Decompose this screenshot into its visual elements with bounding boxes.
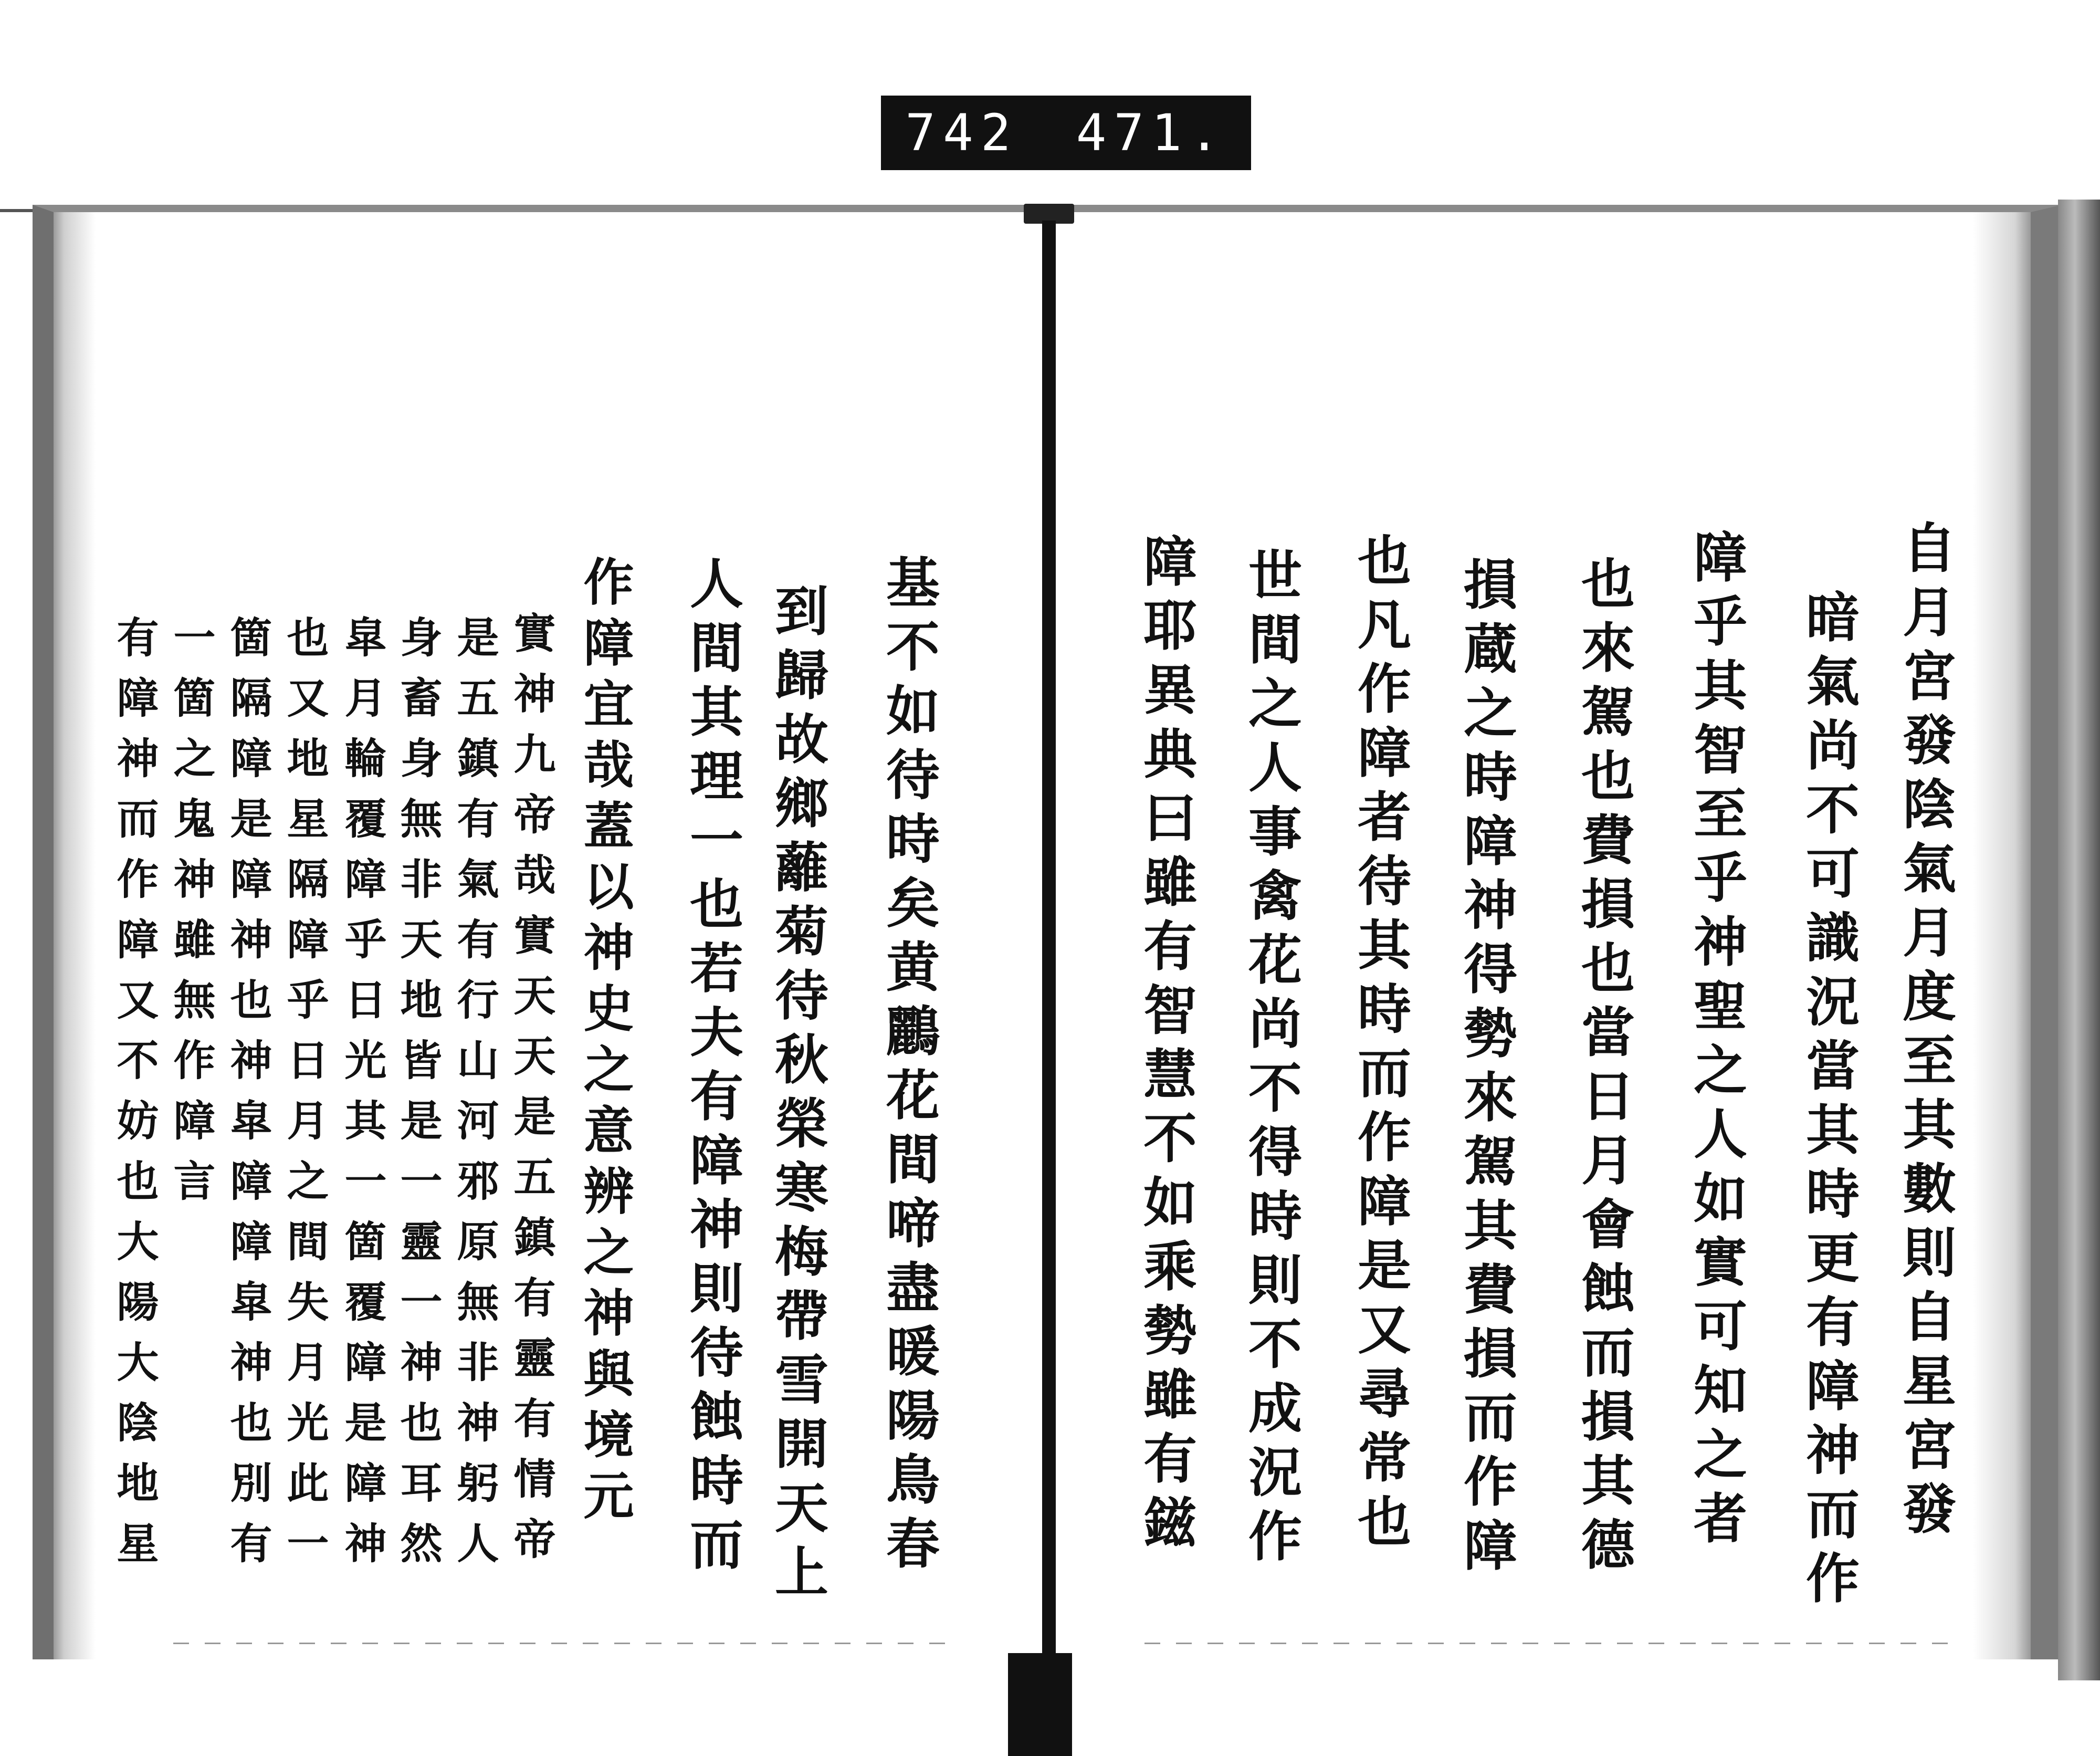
text-column: 人間其理一也若夫有障神則待蝕時而: [681, 556, 744, 1581]
text-column: 有障神而作障又不妨也大陽大陰地星: [110, 615, 159, 1582]
text-column: 是五鎮有氣有行山河邪原無非神躬人: [450, 615, 499, 1582]
bottom-rule: [173, 1643, 961, 1644]
text-column: 作障宜哉蓋以神史之意辨之神與境元: [575, 556, 635, 1530]
text-column: 實神九帝哉實天天是五鎮有靈有情帝: [507, 611, 556, 1577]
text-column: 損蔵之時障神得勢來駕其費損而作障: [1455, 557, 1518, 1582]
text-column: 自月宮發陰氣月度至其數則自星宮發: [1894, 520, 1957, 1545]
text-column: 障耶異典曰雖有智慧不如乘勢雖有鎡: [1135, 534, 1198, 1559]
text-column: 世間之人事禽花尚不得時則不成況作: [1240, 547, 1303, 1572]
bottom-rule: [1144, 1643, 1964, 1644]
book-gutter: [1042, 221, 1056, 1670]
page-edge-line: [0, 209, 34, 212]
text-column: 也來駕也費損也當日月會蝕而損其德: [1572, 556, 1635, 1581]
text-column: 箇隔障是障神也神皐障障皐神也別有: [223, 615, 272, 1582]
text-column: 一箇之鬼神雖無作障言: [166, 615, 216, 1219]
right-page-edge: [2058, 200, 2100, 1680]
gutter-foot-marker: [1008, 1653, 1072, 1756]
text-column: 障乎其智至乎神聖之人如實可知之者: [1685, 529, 1748, 1554]
reel-number: 742: [905, 103, 1018, 162]
text-column: 到歸故鄉蘺菊待秋榮寒梅帶雪開天上: [766, 583, 829, 1608]
film-reference-label: [881, 96, 1251, 170]
text-column: 基不如待時矣黄鸝花間啼盡暖陽鳥春: [877, 555, 940, 1580]
text-column: 皐月輪覆障乎日光其一箇覆障是障神: [338, 615, 387, 1582]
frame-number: 471.: [1076, 103, 1227, 162]
text-column: 也凡作障者待其時而作障是又尋常也: [1349, 532, 1412, 1558]
text-column: 也又地星隔障乎日月之間失月光此一: [280, 615, 329, 1582]
text-column: 暗氣尚不可識況當其時更有障神而作: [1797, 589, 1860, 1614]
text-column: 身畜身無非天地皆是一靈一神也耳然: [393, 615, 443, 1582]
